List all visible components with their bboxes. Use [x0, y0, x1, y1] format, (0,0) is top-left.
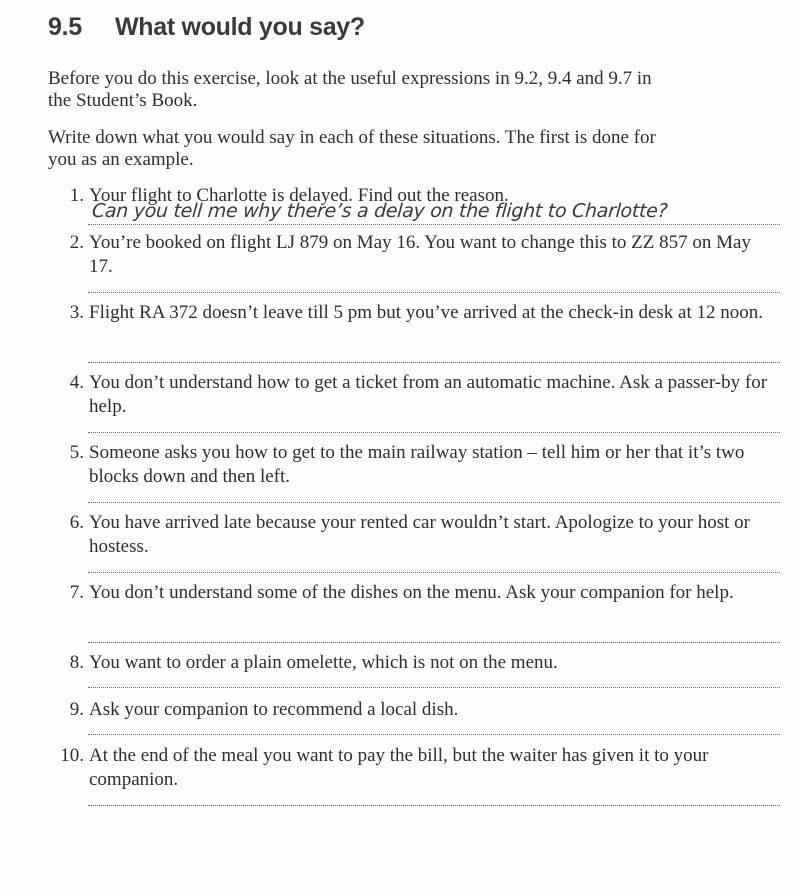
item-prompt: At the end of the meal you want to pay the bill, but the waiter has given it to your companion.	[89, 745, 709, 790]
item-number: 6.	[69, 512, 84, 533]
exercise-number: 9.5	[48, 13, 82, 41]
answer-line-6[interactable]	[88, 572, 780, 573]
answer-line-3[interactable]	[88, 362, 780, 363]
item-prompt: You want to order a plain omelette, which is not on the menu.	[89, 652, 558, 673]
item-prompt: You have arrived late because your rented car wouldn’t start. Apologize to your host or hostess.	[89, 512, 750, 557]
item-prompt: Ask your companion to recommend a local dish.	[89, 699, 459, 720]
exercise-title: What would you say?	[115, 13, 365, 41]
answer-line-2[interactable]	[88, 292, 780, 293]
answer-line-8[interactable]	[88, 687, 780, 688]
item-number: 7.	[69, 582, 84, 603]
item-prompt: You don’t understand some of the dishes on the menu. Ask your companion for help.	[89, 582, 734, 603]
item-number: 10.	[60, 745, 84, 766]
handwritten-example-answer: Can you tell me why there’s a delay on the flight to Charlotte?	[91, 200, 669, 222]
item-number: 5.	[69, 442, 84, 463]
item-prompt: Someone asks you how to get to the main railway station – tell him or her that it’s two blocks down and then left.	[89, 442, 745, 487]
instruction-reference: Before you do this exercise, look at the useful expressions in 9.2, 9.4 and 9.7 in the Student’s Book.	[48, 68, 652, 111]
item-number: 1.	[69, 185, 84, 206]
answer-line-10[interactable]	[88, 805, 780, 806]
answer-line-1[interactable]	[88, 224, 780, 225]
instruction-task: Write down what you would say in each of these situations. The first is done for you as an example.	[48, 127, 656, 170]
answer-line-5[interactable]	[88, 502, 780, 503]
item-number: 9.	[69, 699, 84, 720]
item-prompt: You’re booked on flight LJ 879 on May 16. You want to change this to ZZ 857 on May 17.	[89, 232, 751, 277]
item-prompt: Your flight to Charlotte is delayed. Find out the reason.	[89, 185, 509, 206]
item-number: 3.	[69, 302, 84, 323]
answer-line-4[interactable]	[88, 432, 780, 433]
item-number: 4.	[69, 372, 84, 393]
item-number: 2.	[69, 232, 84, 253]
item-prompt: You don’t understand how to get a ticket from an automatic machine. Ask a passer-by for help.	[89, 372, 768, 417]
exercise-heading	[48, 13, 365, 42]
item-number: 8.	[69, 652, 84, 673]
answer-line-9[interactable]	[88, 734, 780, 735]
item-prompt: Flight RA 372 doesn’t leave till 5 pm but you’ve arrived at the check-in desk at 12 noon.	[89, 302, 764, 323]
answer-line-7[interactable]	[88, 642, 780, 643]
